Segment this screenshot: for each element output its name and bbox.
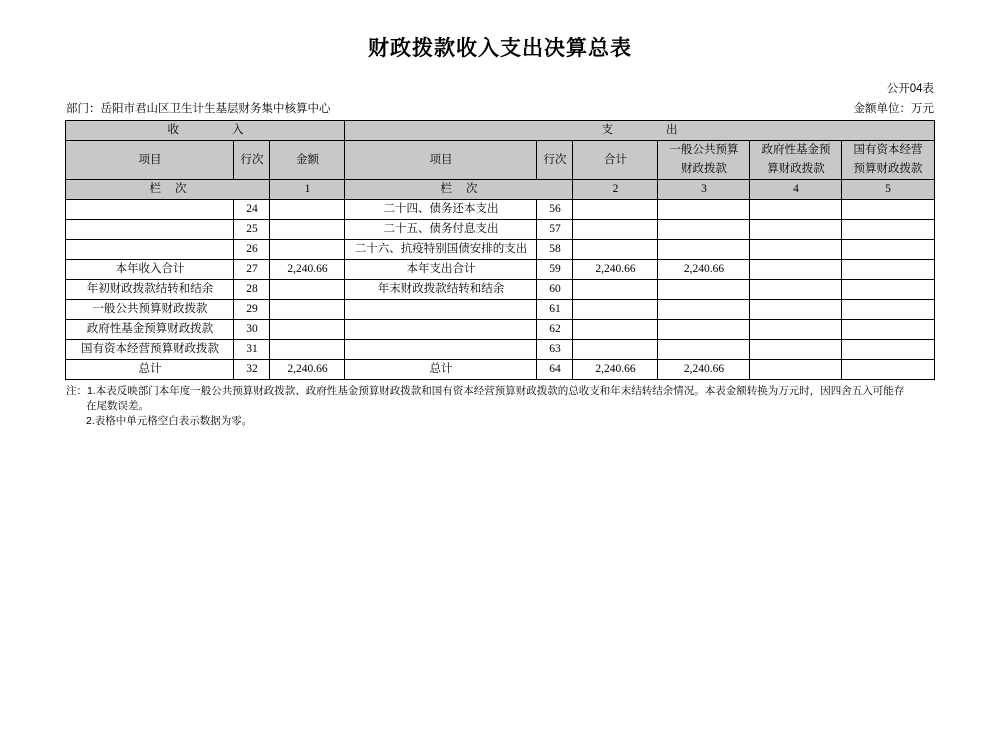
col-header-exp-gov-fund xyxy=(750,141,842,180)
income-group-header: 收 入 xyxy=(66,121,345,141)
cell-exp-item xyxy=(345,340,537,360)
col-header-exp-general-public-line1: 一般公共预算 xyxy=(669,144,739,156)
cell-income-line: 28 xyxy=(234,280,270,300)
cell-exp-total xyxy=(573,280,658,300)
cell-exp-state-capital xyxy=(842,260,934,280)
cell-income-amount: 2,240.66 xyxy=(270,260,345,280)
cell-exp-total xyxy=(573,240,658,260)
cell-exp-state-capital xyxy=(842,220,934,240)
group-header-row xyxy=(66,121,934,141)
cell-income-amount xyxy=(270,220,345,240)
cell-exp-state-capital xyxy=(842,300,934,320)
expenditure-group-header: 支 出 xyxy=(345,121,934,141)
cell-exp-line: 64 xyxy=(537,360,573,380)
cell-income-item: 一般公共预算财政拨款 xyxy=(66,300,234,320)
cell-income-item: 年初财政拨款结转和结余 xyxy=(66,280,234,300)
cell-exp-line: 59 xyxy=(537,260,573,280)
table-row xyxy=(66,300,934,320)
cell-income-item xyxy=(66,200,234,220)
cell-income-line: 32 xyxy=(234,360,270,380)
col-header-exp-state-capital-line2: 预算财政拨款 xyxy=(853,163,923,175)
cell-exp-general-public: 2,240.66 xyxy=(658,260,750,280)
cell-income-item: 本年收入合计 xyxy=(66,260,234,280)
cell-exp-general-public xyxy=(658,280,750,300)
column-number-2: 2 xyxy=(573,180,658,200)
col-header-income-item: 项目 xyxy=(66,141,234,180)
col-header-exp-line: 行次 xyxy=(537,141,573,180)
column-number-label: 栏次 xyxy=(66,180,270,200)
cell-exp-total xyxy=(573,340,658,360)
cell-exp-total xyxy=(573,300,658,320)
cell-exp-general-public xyxy=(658,340,750,360)
table-row xyxy=(66,220,934,240)
cell-exp-total xyxy=(573,200,658,220)
table-row xyxy=(66,340,934,360)
cell-income-line: 25 xyxy=(234,220,270,240)
column-header-row xyxy=(66,141,934,180)
cell-income-line: 24 xyxy=(234,200,270,220)
col-header-exp-general-public-line2: 财政拨款 xyxy=(680,163,727,175)
table-row-grand-total xyxy=(66,360,934,380)
table-row xyxy=(66,280,934,300)
cell-exp-item xyxy=(345,300,537,320)
cell-income-amount xyxy=(270,200,345,220)
cell-exp-line: 58 xyxy=(537,240,573,260)
cell-income-line: 27 xyxy=(234,260,270,280)
table-row xyxy=(66,240,934,260)
cell-exp-gov-fund xyxy=(750,340,842,360)
cell-income-line: 26 xyxy=(234,240,270,260)
cell-exp-general-public xyxy=(658,220,750,240)
col-header-exp-gov-fund-line2: 算财政拨款 xyxy=(767,163,825,175)
financial-table xyxy=(65,120,934,380)
cell-exp-total xyxy=(573,320,658,340)
cell-exp-item: 总计 xyxy=(345,360,537,380)
col-header-exp-total: 合计 xyxy=(573,141,658,180)
cell-exp-line: 56 xyxy=(537,200,573,220)
cell-exp-gov-fund xyxy=(750,240,842,260)
cell-exp-general-public xyxy=(658,300,750,320)
cell-exp-gov-fund xyxy=(750,300,842,320)
cell-exp-general-public xyxy=(658,240,750,260)
cell-exp-item xyxy=(345,320,537,340)
cell-exp-gov-fund xyxy=(750,200,842,220)
cell-income-line: 30 xyxy=(234,320,270,340)
cell-exp-state-capital xyxy=(842,340,934,360)
cell-exp-state-capital xyxy=(842,240,934,260)
col-header-income-amount: 金额 xyxy=(270,141,345,180)
col-header-exp-gov-fund-line1: 政府性基金预 xyxy=(761,144,831,156)
cell-exp-gov-fund xyxy=(750,280,842,300)
page-title: 财政拨款收入支出决算总表 xyxy=(368,37,632,60)
cell-exp-total: 2,240.66 xyxy=(573,360,658,380)
column-number-3: 3 xyxy=(658,180,750,200)
cell-exp-total xyxy=(573,220,658,240)
cell-exp-line: 57 xyxy=(537,220,573,240)
cell-exp-item: 二十五、债务付息支出 xyxy=(345,220,537,240)
cell-income-item xyxy=(66,240,234,260)
table-row-total-year xyxy=(66,260,934,280)
cell-exp-line: 60 xyxy=(537,280,573,300)
form-code: 公开04表 xyxy=(886,83,934,95)
cell-exp-general-public xyxy=(658,320,750,340)
cell-income-amount xyxy=(270,280,345,300)
cell-exp-state-capital xyxy=(842,320,934,340)
col-header-exp-state-capital-line1: 国有资本经营 xyxy=(853,144,923,156)
cell-exp-gov-fund xyxy=(750,320,842,340)
table-row xyxy=(66,200,934,220)
col-header-exp-state-capital xyxy=(842,141,934,180)
cell-exp-item: 二十六、抗疫特别国债安排的支出 xyxy=(345,240,537,260)
column-number-label-exp: 栏次 xyxy=(345,180,573,200)
col-header-income-line: 行次 xyxy=(234,141,270,180)
note-line-2: 在尾数误差。 xyxy=(86,400,149,412)
form-code-row xyxy=(66,80,934,98)
column-number-4: 4 xyxy=(750,180,842,200)
cell-exp-item: 本年支出合计 xyxy=(345,260,537,280)
col-header-exp-item: 项目 xyxy=(345,141,537,180)
cell-exp-state-capital xyxy=(842,280,934,300)
cell-exp-gov-fund xyxy=(750,360,842,380)
table-notes xyxy=(66,384,934,429)
department-label: 部门：岳阳市君山区卫生计生基层财务集中核算中心 xyxy=(66,103,331,115)
cell-exp-general-public: 2,240.66 xyxy=(658,360,750,380)
cell-exp-line: 63 xyxy=(537,340,573,360)
cell-income-amount xyxy=(270,340,345,360)
note-line-1: 注：1.本表反映部门本年度一般公共预算财政拨款、政府性基金预算财政拨款和国有资本经营预算财政拨款的总收支和年末结转结余情况。本表金额转换为万元时，因四舍五入可能存 xyxy=(66,385,905,397)
cell-exp-line: 61 xyxy=(537,300,573,320)
cell-exp-state-capital xyxy=(842,360,934,380)
cell-income-amount xyxy=(270,240,345,260)
cell-income-item: 国有资本经营预算财政拨款 xyxy=(66,340,234,360)
col-header-exp-general-public xyxy=(658,141,750,180)
cell-exp-general-public xyxy=(658,200,750,220)
amount-unit-label: 金额单位：万元 xyxy=(853,103,934,115)
column-number-5: 5 xyxy=(842,180,934,200)
cell-income-item: 政府性基金预算财政拨款 xyxy=(66,320,234,340)
cell-income-line: 29 xyxy=(234,300,270,320)
cell-exp-gov-fund xyxy=(750,260,842,280)
column-number-1: 1 xyxy=(270,180,345,200)
cell-exp-line: 62 xyxy=(537,320,573,340)
cell-income-line: 31 xyxy=(234,340,270,360)
cell-income-amount xyxy=(270,300,345,320)
cell-exp-item: 二十四、债务还本支出 xyxy=(345,200,537,220)
document-page xyxy=(0,32,1000,738)
cell-income-amount: 2,240.66 xyxy=(270,360,345,380)
department-meta-row xyxy=(66,100,934,120)
cell-income-amount xyxy=(270,320,345,340)
column-number-row xyxy=(66,180,934,200)
note-line-3: 2.表格中单元格空白表示数据为零。 xyxy=(86,415,253,427)
cell-exp-item: 年末财政拨款结转和结余 xyxy=(345,280,537,300)
cell-exp-state-capital xyxy=(842,200,934,220)
cell-exp-total: 2,240.66 xyxy=(573,260,658,280)
cell-income-item: 总计 xyxy=(66,360,234,380)
cell-exp-gov-fund xyxy=(750,220,842,240)
cell-income-item xyxy=(66,220,234,240)
table-row xyxy=(66,320,934,340)
